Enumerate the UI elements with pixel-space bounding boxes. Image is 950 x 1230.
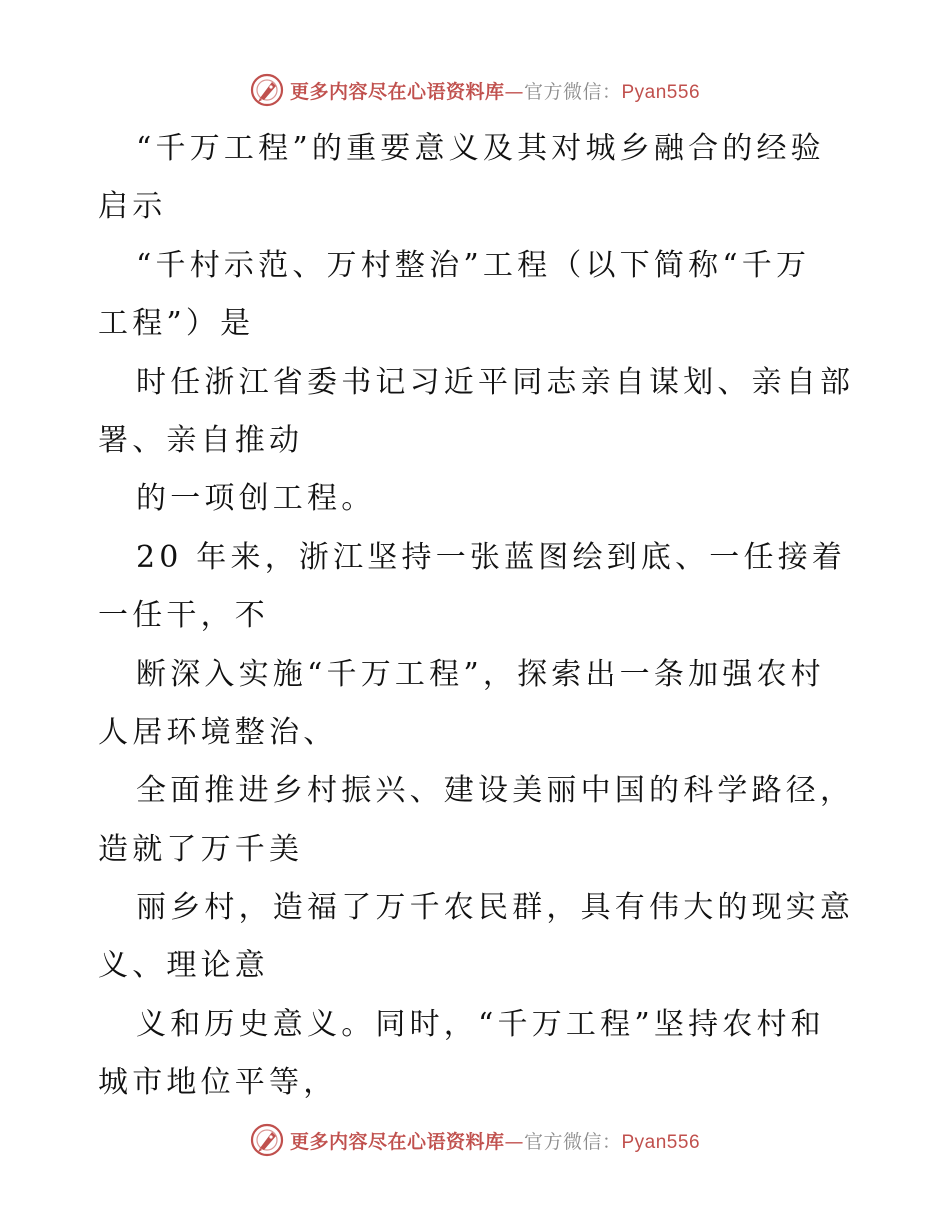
text-line: 的一项创工程。 (136, 481, 376, 517)
text-line: 义、理论意 (98, 948, 269, 984)
text-line: “千村示范、万村整治”工程（以下简称“千万 (136, 247, 811, 283)
text-line: 全面推进乡村振兴、建设美丽中国的科学路径， (136, 773, 854, 809)
text-line: 义和历史意义。同时，“千万工程”坚持农村和 (136, 1006, 825, 1042)
text-line: “千万工程”的重要意义及其对城乡融合的经验 (136, 131, 825, 166)
watermark-wechat-id: Pyan556 (621, 1131, 701, 1153)
watermark-wechat-label: 官方微信： (523, 80, 622, 103)
text-line: 署、亲自推动 (98, 422, 304, 458)
watermark-separator: — (504, 1130, 524, 1153)
text-line: 一任干，不 (98, 598, 269, 634)
watermark-brand: 更多内容尽在心语资料库 (289, 80, 505, 103)
pen-nib-logo-icon (250, 1123, 284, 1157)
header-watermark (0, 70, 950, 110)
watermark-wechat-id: Pyan556 (621, 81, 701, 103)
text-line: 时任浙江省委书记习近平同志亲自谋划、亲自部 (136, 364, 854, 400)
document-body (98, 120, 854, 1113)
text-line: 工程”）是 (98, 306, 255, 342)
text-line: 20 年来，浙江坚持一张蓝图绘到底、一任接着 (136, 539, 847, 575)
text-line: 丽乡村，造福了万千农民群，具有伟大的现实意 (136, 890, 854, 926)
text-line: 造就了万千美 (98, 831, 304, 867)
pen-nib-logo-icon (250, 73, 284, 107)
text-line: 启示 (98, 189, 167, 225)
text-line: 断深入实施“千万工程”，探索出一条加强农村 (136, 656, 825, 692)
watermark-brand: 更多内容尽在心语资料库 (289, 1130, 505, 1153)
text-line: 人居环境整治、 (98, 714, 338, 750)
watermark-wechat-label: 官方微信： (523, 1130, 622, 1153)
footer-watermark (0, 1120, 950, 1160)
watermark-separator: — (504, 80, 524, 103)
text-line: 城市地位平等， (98, 1065, 338, 1101)
